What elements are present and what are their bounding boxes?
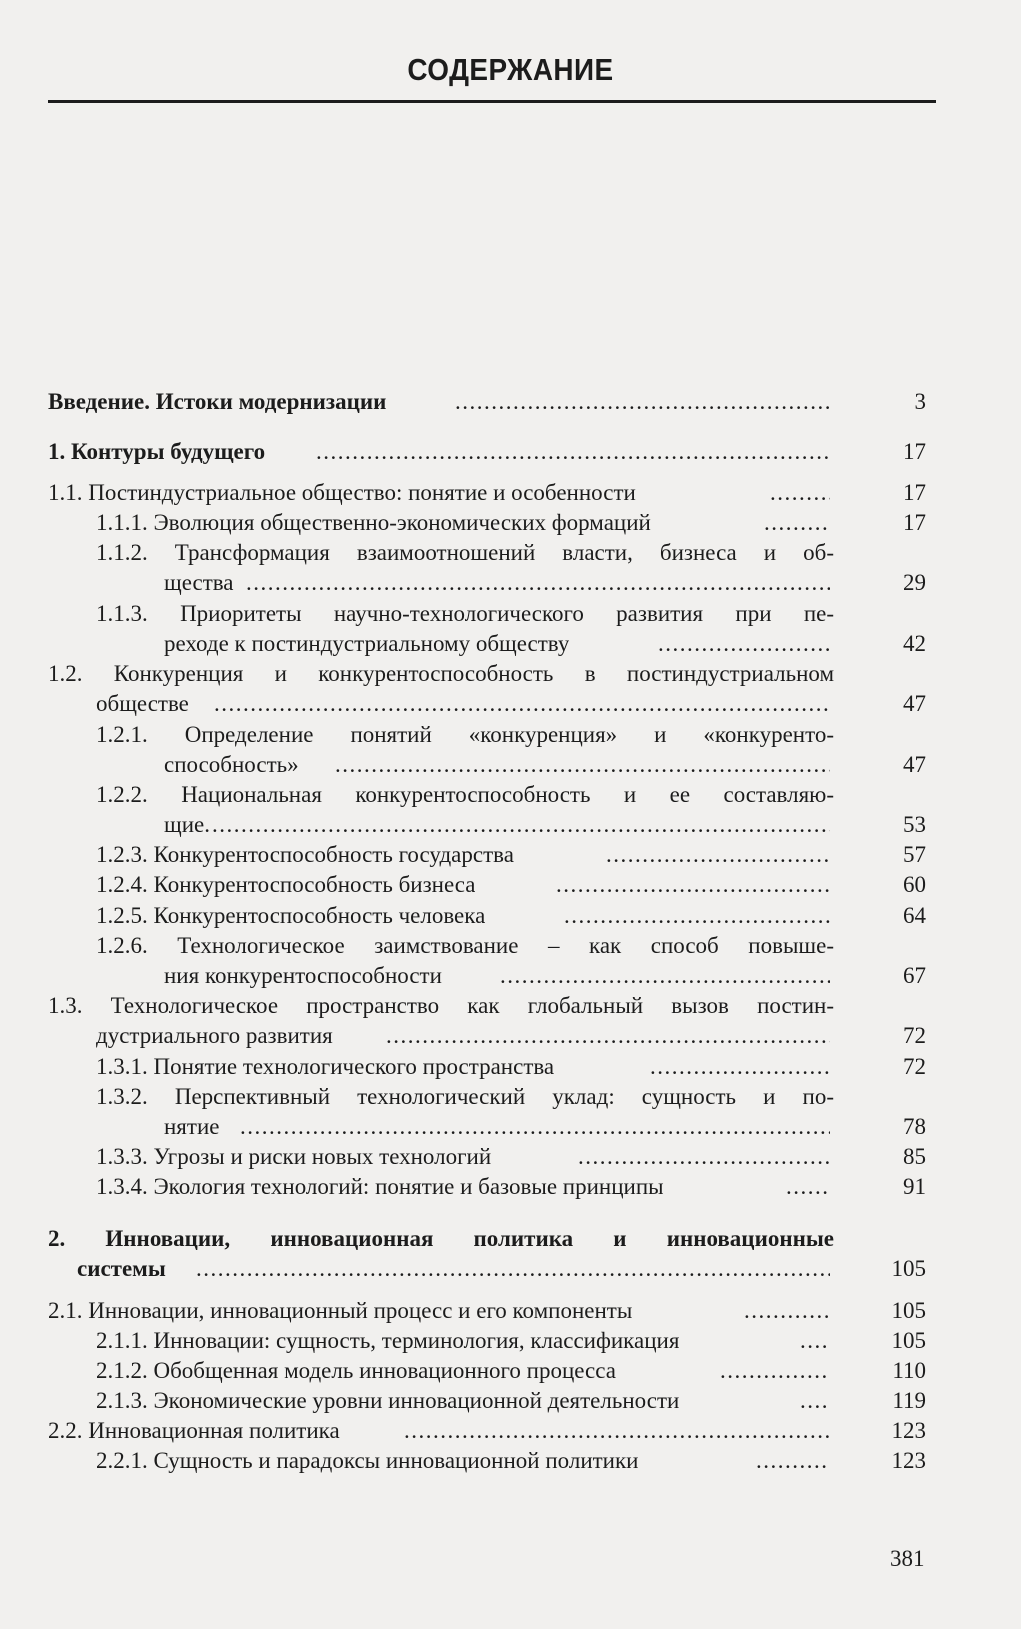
entry-page: 91 xyxy=(903,1174,926,1199)
entry-page: 29 xyxy=(903,570,926,595)
entry-title: обществе xyxy=(96,691,189,716)
entry-page: 119 xyxy=(892,1388,926,1413)
leader-dots xyxy=(556,870,830,900)
entry-page: 105 xyxy=(891,1328,926,1353)
leader-dots xyxy=(455,387,830,417)
toc-entry[interactable] xyxy=(0,1142,1021,1172)
entry-title: 1.2.5. Конкурентоспособность человека xyxy=(96,903,486,928)
entry-title: щества xyxy=(164,570,234,595)
entry-page: 17 xyxy=(903,439,926,464)
toc-entry[interactable] xyxy=(0,387,1021,417)
entry-page: 47 xyxy=(903,752,926,777)
entry-title: 1.2.2. Национальная конкурентоспособность и ее составляю- xyxy=(96,782,834,807)
toc-entry[interactable] xyxy=(0,1112,1021,1142)
entry-title: 1.1. Постиндустриальное общество: понятие и особенности xyxy=(48,480,636,505)
entry-title: 2.1.1. Инновации: сущность, терминология, классификация xyxy=(96,1328,680,1353)
page-title: СОДЕРЖАНИЕ xyxy=(407,52,614,87)
toc-entry[interactable] xyxy=(0,629,1021,659)
leader-dots xyxy=(404,1416,830,1446)
entry-page: 17 xyxy=(903,480,926,505)
toc-entry[interactable] xyxy=(0,1224,1021,1254)
toc-entry[interactable] xyxy=(0,1172,1021,1202)
entry-title: 1.2.3. Конкурентоспособность государства xyxy=(96,842,514,867)
entry-title: 1.2.1. Определение понятий «конкуренция» и «конкуренто- xyxy=(96,722,834,747)
toc-entry[interactable] xyxy=(0,568,1021,598)
toc-entry[interactable] xyxy=(0,840,1021,870)
entry-page: 105 xyxy=(891,1256,926,1281)
entry-title: щие. xyxy=(164,812,210,837)
entry-title: 1.2. Конкуренция и конкурентоспособность в постиндустриальном xyxy=(48,661,834,686)
entry-title: 1. Контуры будущего xyxy=(48,439,266,464)
leader-dots xyxy=(316,437,830,467)
toc-entry[interactable] xyxy=(0,931,1021,961)
entry-title: Введение. Истоки модернизации xyxy=(48,389,387,414)
leader-dots xyxy=(756,1446,830,1476)
entry-page: 78 xyxy=(903,1114,926,1139)
entry-title: 1.3.4. Экология технологий: понятие и базовые принципы xyxy=(96,1174,664,1199)
entry-page: 17 xyxy=(903,510,926,535)
leader-dots xyxy=(578,1142,830,1172)
entry-page: 57 xyxy=(903,842,926,867)
entry-page: 85 xyxy=(903,1144,926,1169)
entry-page: 123 xyxy=(891,1418,926,1443)
leader-dots xyxy=(564,901,830,931)
entry-title: реходе к постиндустриальному обществу xyxy=(164,631,570,656)
entry-title: 1.3.1. Понятие технологического пространства xyxy=(96,1054,555,1079)
toc-entry[interactable] xyxy=(0,901,1021,931)
leader-dots xyxy=(212,810,830,840)
entry-page: 64 xyxy=(903,903,926,928)
entry-title: 1.3.2. Перспективный технологический уклад: сущность и по- xyxy=(96,1084,834,1109)
toc-entry[interactable] xyxy=(0,508,1021,538)
entry-page: 110 xyxy=(892,1358,926,1383)
entry-page: 42 xyxy=(903,631,926,656)
toc-entry[interactable] xyxy=(0,599,1021,629)
toc-entry[interactable] xyxy=(0,1082,1021,1112)
entry-title: нятие xyxy=(164,1114,220,1139)
toc-entry[interactable] xyxy=(0,750,1021,780)
leader-dots xyxy=(770,478,830,508)
toc-entry[interactable] xyxy=(0,780,1021,810)
leader-dots xyxy=(240,1112,830,1142)
entry-title: 2.1.2. Обобщенная модель инновационного процесса xyxy=(96,1358,616,1383)
leader-dots xyxy=(650,1052,830,1082)
leader-dots xyxy=(800,1326,830,1356)
toc-entry[interactable] xyxy=(0,870,1021,900)
entry-page: 47 xyxy=(903,691,926,716)
toc-entry[interactable] xyxy=(0,1416,1021,1446)
entry-title: 1.3. Технологическое пространство как глобальный вызов постин- xyxy=(48,993,834,1018)
entry-title: 1.1.1. Эволюция общественно-экономических формаций xyxy=(96,510,651,535)
entry-title: 1.3.3. Угрозы и риски новых технологий xyxy=(96,1144,492,1169)
leader-dots xyxy=(246,568,830,598)
leader-dots xyxy=(335,750,830,780)
toc-entry[interactable] xyxy=(0,1356,1021,1386)
entry-page: 72 xyxy=(903,1054,926,1079)
entry-page: 105 xyxy=(891,1298,926,1323)
entry-page: 53 xyxy=(903,812,926,837)
toc-entry[interactable] xyxy=(0,810,1021,840)
toc-entry[interactable] xyxy=(0,1021,1021,1051)
entry-title: 2.2. Инновационная политика xyxy=(48,1418,340,1443)
entry-title: способность» xyxy=(164,752,299,777)
toc-entry[interactable] xyxy=(0,1326,1021,1356)
entry-page: 123 xyxy=(891,1448,926,1473)
leader-dots xyxy=(720,1356,830,1386)
toc-entry[interactable] xyxy=(0,1386,1021,1416)
toc-entry[interactable] xyxy=(0,689,1021,719)
leader-dots xyxy=(196,1254,830,1284)
leader-dots xyxy=(744,1296,830,1326)
entry-title: ния конкурентоспособности xyxy=(164,963,442,988)
leader-dots xyxy=(214,689,830,719)
entry-title: дустриального развития xyxy=(96,1023,333,1048)
entry-page: 60 xyxy=(903,872,926,897)
leader-dots xyxy=(764,508,830,538)
toc-entry[interactable] xyxy=(0,538,1021,568)
entry-title: 2. Инновации, инновационная политика и инновационные xyxy=(48,1226,834,1251)
toc-entry[interactable] xyxy=(0,961,1021,991)
entry-title: 2.1. Инновации, инновационный процесс и его компоненты xyxy=(48,1298,633,1323)
leader-dots xyxy=(786,1172,830,1202)
leader-dots xyxy=(386,1021,830,1051)
entry-page: 67 xyxy=(903,963,926,988)
toc-entry[interactable] xyxy=(0,991,1021,1021)
toc-entry[interactable] xyxy=(0,1446,1021,1476)
entry-title: 1.1.3. Приоритеты научно-технологического развития при пе- xyxy=(96,601,834,626)
entry-title: 1.2.6. Технологическое заимствование – как способ повыше- xyxy=(96,933,834,958)
entry-title: 1.2.4. Конкурентоспособность бизнеса xyxy=(96,872,476,897)
title-rule xyxy=(48,100,936,103)
leader-dots xyxy=(500,961,830,991)
entry-title: 1.1.2. Трансформация взаимоотношений власти, бизнеса и об- xyxy=(96,540,834,565)
toc-entry[interactable] xyxy=(0,1052,1021,1082)
toc-entry[interactable] xyxy=(0,1296,1021,1326)
leader-dots xyxy=(800,1386,830,1416)
leader-dots xyxy=(606,840,830,870)
page-number: 381 xyxy=(890,1546,925,1571)
toc-entry[interactable] xyxy=(0,659,1021,689)
entry-page: 72 xyxy=(903,1023,926,1048)
entry-title: системы xyxy=(77,1256,166,1281)
leader-dots xyxy=(658,629,830,659)
entry-title: 2.2.1. Сущность и парадоксы инновационной политики xyxy=(96,1448,639,1473)
entry-title: 2.1.3. Экономические уровни инновационной деятельности xyxy=(96,1388,680,1413)
toc-entry[interactable] xyxy=(0,478,1021,508)
toc-entry[interactable] xyxy=(0,720,1021,750)
toc-entry[interactable] xyxy=(0,437,1021,467)
entry-page: 3 xyxy=(914,389,926,414)
toc-entry[interactable] xyxy=(0,1254,1021,1284)
